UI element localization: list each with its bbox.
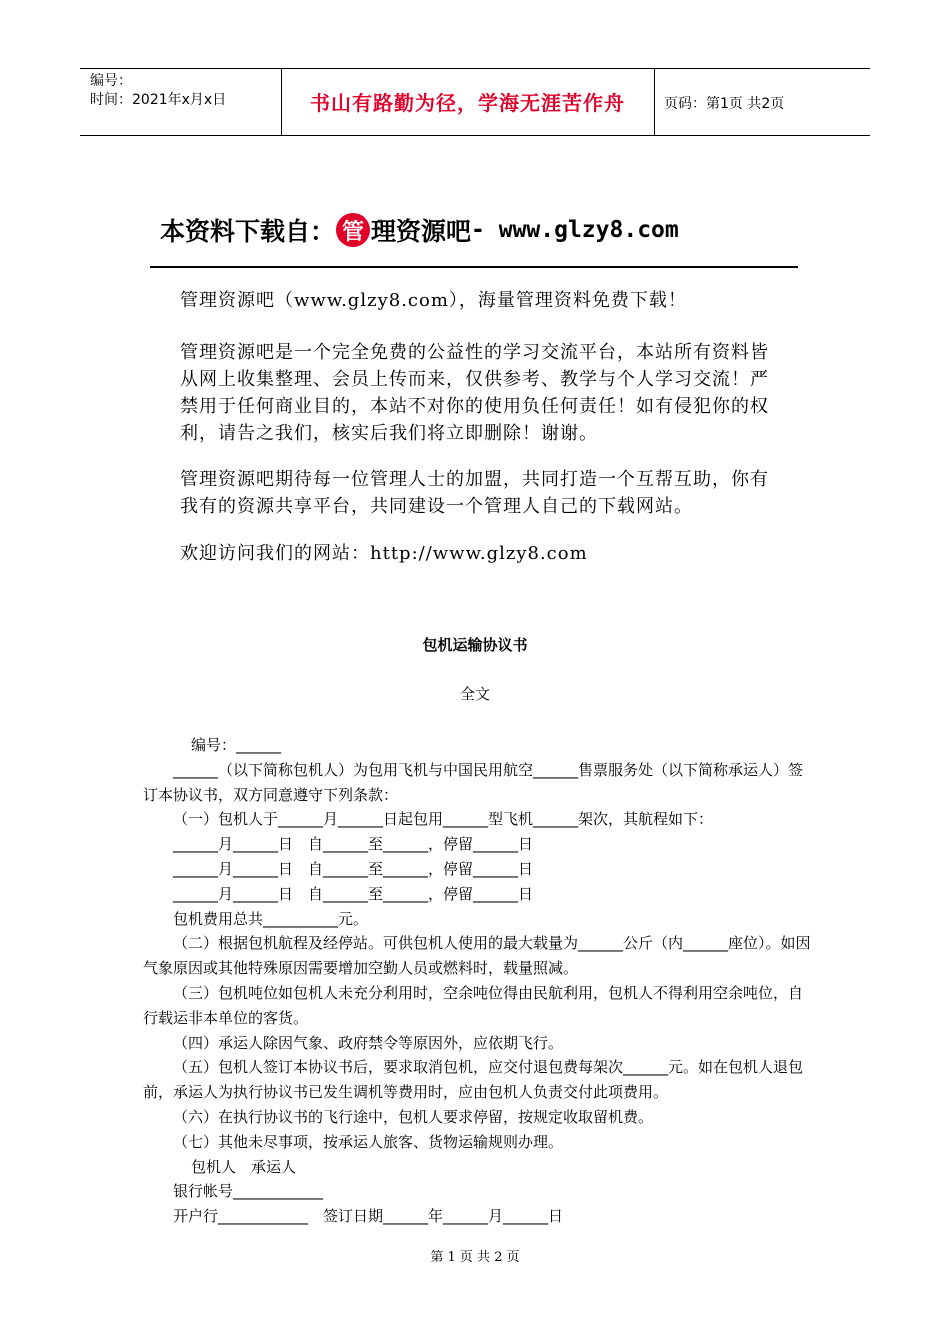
body-line: ______月______日 自______至______，停留______日 [173,884,534,903]
header-page-info: 页码：第1页 共2页 [664,96,785,112]
banner-url: - www.glzy8.com [471,217,679,243]
body-line: 包机费用总共__________元。 [173,909,369,928]
header-number-label: 编号： [90,73,132,89]
site-logo: 管 [336,213,370,247]
body-line: （四）承运人除因气象、政府禁令等原因外，应依期飞行。 [173,1033,564,1052]
banner-prefix: 本资料下载自： [160,217,336,246]
body-line: 银行帐号____________ [173,1182,324,1201]
body-line: （三）包机吨位如包机人未充分利用时，空余吨位得由民航利用，包机人不得利用空余吨位，自行载运非本单位的客货。 [143,983,804,1027]
body-line: 开户行____________ 签订日期______年______月______日 [173,1207,564,1226]
notice-line-4: 欢迎访问我们的网站：http://www.glzy8.com [180,543,588,564]
header-divider-right [654,68,655,135]
header-bottom-rule [80,135,870,136]
body-line: （一）包机人于______月______日起包用______型飞机______架次，其航程如下： [173,810,714,829]
body-line: （二）根据包机航程及经停站。可供包机人使用的最大载量为______公斤（内______座位）。如因气象原因或其他特殊原因需要增加空勤人员或燃料时，载量照减。 [143,934,811,978]
document-body [143,733,813,1229]
banner-site-name: 理资源吧 [371,217,472,246]
notice-paragraph-3: 管理资源吧期待每一位管理人士的加盟，共同打造一个互帮互助，你有我有的资源共享平台，共同建设一个管理人自己的下载网站。 [180,469,769,517]
notice-line-1: 管理资源吧（www.glzy8.com），海量管理资料免费下载！ [180,290,687,311]
banner-rule [150,266,798,268]
page-footer: 第 1 页 共 2 页 [430,1250,520,1265]
document-title: 包机运输协议书 [422,636,528,654]
document-subtitle: 全文 [459,685,490,703]
header-motto: 书山有路勤为径，学海无涯苦作舟 [310,91,625,115]
body-line: 编号：______ [191,736,282,754]
body-line: 包机人 承运人 [191,1157,297,1176]
body-line: ______月______日 自______至______，停留______日 [173,859,534,878]
body-line: （六）在执行协议书的飞行途中，包机人要求停留，按规定收取留机费。 [173,1107,654,1126]
body-line: ______（以下简称包机人）为包用飞机与中国民用航空______售票服务处（以下简称承运人）签订本协议书，双方同意遵守下列条款： [143,760,804,804]
body-line: ______月______日 自______至______，停留______日 [173,835,534,854]
header-date-label: 时间：2021年x月x日 [90,92,227,108]
notice-paragraph-2: 管理资源吧是一个完全免费的公益性的学习交流平台，本站所有资料皆从网上收集整理、会员上传而来，仅供参考、教学与个人学习交流！严禁用于任何商业目的，本站不对你的使用负任何责任！如有侵犯你的权利，请告之我们，核实后我们将立即删除！谢谢。 [180,342,769,444]
body-line: （七）其他未尽事项，按承运人旅客、货物运输规则办理。 [173,1132,564,1151]
download-banner [160,205,679,255]
body-line: （五）包机人签订本协议书后，要求取消包机，应交付退包费每架次______元。如在包机人退包前，承运人为执行协议书已发生调机等费用时，应由包机人负责交付此项费用。 [143,1058,804,1102]
header-meta [90,72,226,110]
